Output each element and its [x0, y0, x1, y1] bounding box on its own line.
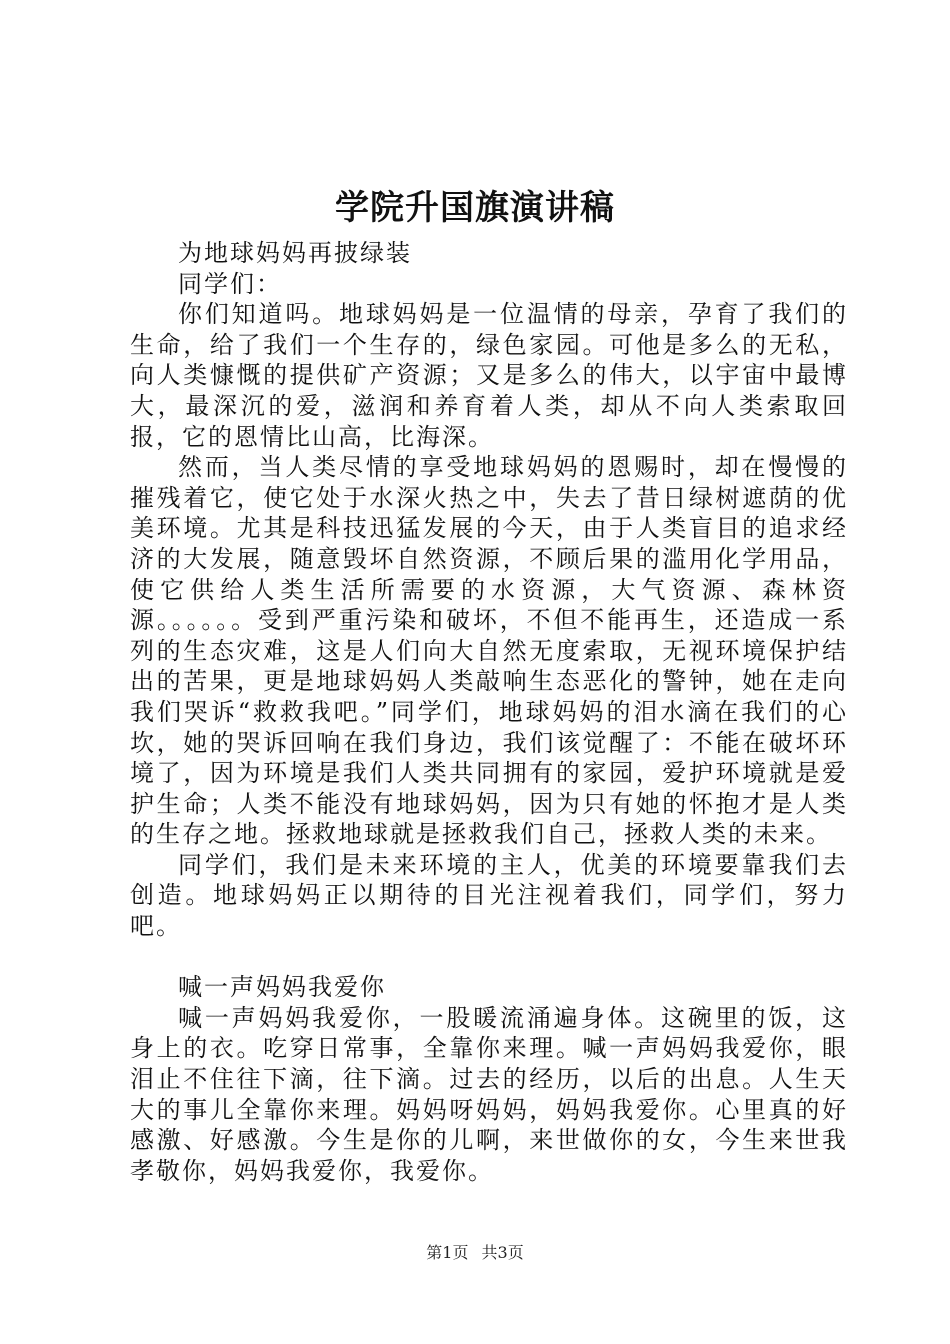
- paragraph-2: 然而，当人类尽情的享受地球妈妈的恩赐时，却在慢慢的摧残着它，使它处于水深火热之中，失去了昔日绿树遮荫的优美环境。尤其是科技迅猛发展的今天，由于人类盲目的追求经济的大发展，随意毁坏自然资源，不顾后果的滥用化学用品，使它供给人类生活所需要的水资源，大气资源、森林资源。。。。。。受到严重污染和破坏，不但不能再生，还造成一系列的生态灾难，这是人们向大自然无度索取，无视环境保护结出的苦果，更是地球妈妈人类敲响生态恶化的警钟，她在走向我们哭诉“救救我吧。”同学们，地球妈妈的泪水滴在我们的心坎，她的哭诉回响在我们身边，我们该觉醒了：不能在破坏环境了，因为环境是我们人类共同拥有的家园，爱护环境就是爱护生命；人类不能没有地球妈妈，因为只有她的怀抱才是人类的生存之地。拯救地球就是拯救我们自己，拯救人类的未来。: [130, 453, 848, 849]
- document-title: 学院升国旗演讲稿: [335, 188, 615, 228]
- section2-heading: 喊一声妈妈我爱你: [178, 973, 386, 1002]
- page-footer: [0, 1243, 950, 1263]
- paragraph-3: 同学们，我们是未来环境的主人，优美的环境要靠我们去创造。地球妈妈正以期待的目光注视着我们，同学们，努力吧。: [130, 850, 848, 941]
- page-number: 第1页: [426, 1243, 469, 1262]
- section2-paragraph: 喊一声妈妈我爱你，一股暖流涌遍身体。这碗里的饭，这身上的衣。吃穿日常事，全靠你来理。喊一声妈妈我爱你，眼泪止不住往下滴，往下滴。过去的经历，以后的出息。人生天大的事儿全靠你来理。妈妈呀妈妈，妈妈我爱你。心里真的好感激、好感激。今生是你的儿啊，来世做你的女，今生来世我孝敬你，妈妈我爱你，我爱你。: [130, 1003, 848, 1185]
- section-divider: [130, 942, 848, 973]
- salutation: 同学们：: [178, 269, 282, 298]
- speech-subtitle: 为地球妈妈再披绿装: [178, 239, 412, 267]
- document-body: [130, 238, 848, 1186]
- paragraph-1: 你们知道吗。地球妈妈是一位温情的母亲，孕育了我们的生命，给了我们一个生存的，绿色家园。可他是多么的无私，向人类慷慨的提供矿产资源；又是多么的伟大，以宇宙中最博大，最深沉的爱，滋润和养育着人类，却从不向人类索取回报，它的恩情比山高，比海深。: [130, 300, 848, 451]
- page-total: 共3页: [481, 1243, 524, 1262]
